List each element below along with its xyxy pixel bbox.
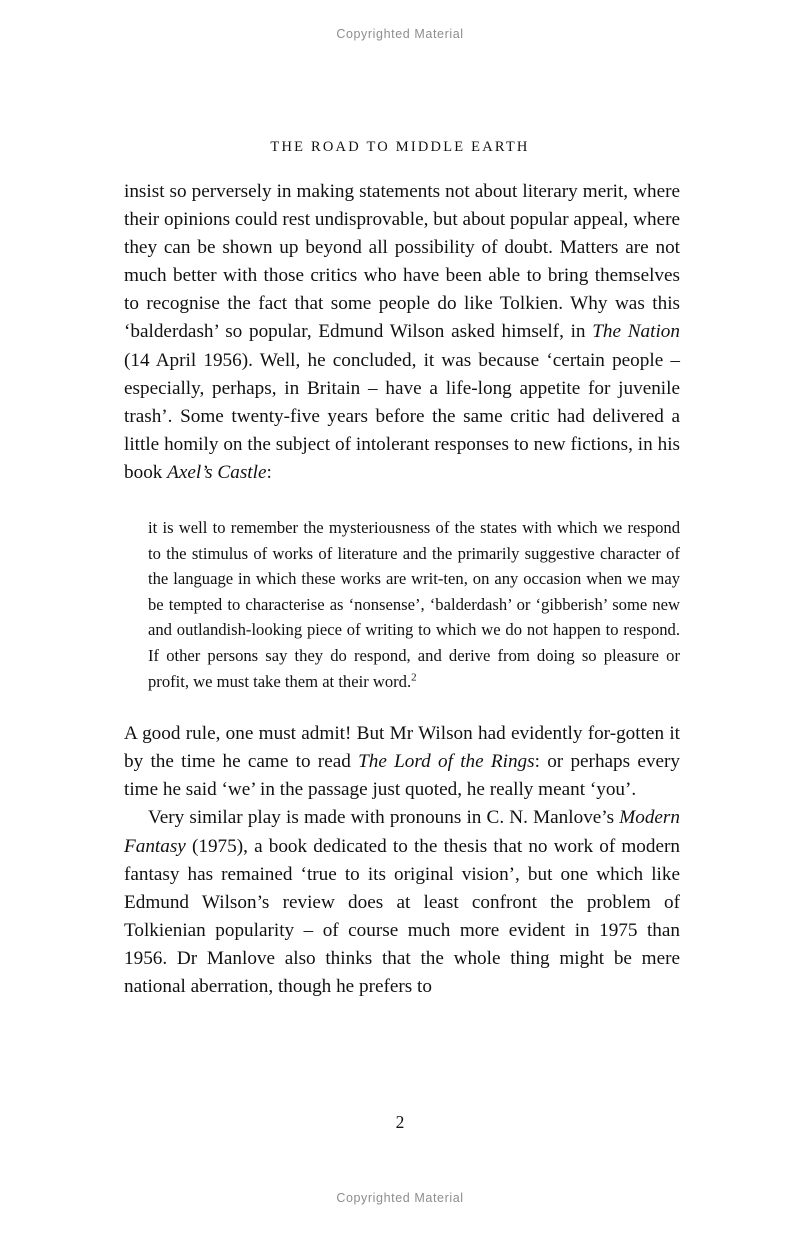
paragraph-3-text-part-2: (1975), a book dedicated to the thesis that no work of modern fantasy has remained ‘true to its original vision’, but one which like Edmund Wilson’s review does at least confront the problem of Tolkienian popularity – of course much more evident in 1975 than 1956. Dr Manlove also thinks that the whole thing might be mere national aberration, though he prefers to — [124, 835, 680, 998]
title-modern-fantasy: Modern Fantasy — [124, 807, 680, 857]
paragraph-1-text-part-2: (14 April 1956). Well, he concluded, it was because ‘certain people – especially, perhaps, in Britain – have a life-long appetite for juvenile trash’. Some twenty-five years before the same critic had delivered a little homily on the subject of intolerant responses to new fictions, in his book — [124, 349, 680, 483]
title-axels-castle: Axel’s Castle — [167, 461, 267, 483]
spacer-after-quotation — [124, 694, 680, 720]
copyright-watermark-bottom: Copyrighted Material — [336, 1191, 464, 1205]
block-quotation-body: it is well to remember the mysteriousness of the states with which we respond to the stimulus of works of literature and the primarily suggestive character of the language in which these works are writ-ten, on any occasion when we may be tempted to characterise as ‘nonsense’, ‘balderdash’ or ‘gibberish’ some new and outlandish-looking piece of writing to which we do not happen to respond. If other persons say they do respond, and derive from doing so pleasure or profit, we must take them at their word. — [148, 518, 680, 691]
paragraph-1-text-part-1: insist so perversely in making statements not about literary merit, where their opinions could rest undisprovable, but about popular appeal, where they can be shown up beyond all possibility of doubt. Matters are not much better with those critics who have been able to bring themselves to recognise the fact that some people do like Tolkien. Why was this ‘balderdash’ so popular, Edmund Wilson asked himself, in — [124, 181, 680, 343]
title-the-nation: The Nation — [592, 321, 680, 343]
paragraph-2-text-part-2: : or perhaps every time he said ‘we’ in the passage just quoted, he really meant ‘you’. — [124, 751, 680, 801]
paragraph-continued — [124, 178, 680, 487]
paragraph-2 — [124, 720, 680, 804]
paragraph-1-text-part-3: : — [266, 461, 272, 483]
paragraph-3-text-part-1: Very similar play is made with pronouns in C. N. Manlove’s — [148, 807, 620, 829]
copyright-watermark-top: Copyrighted Material — [336, 27, 464, 41]
title-the-lord-of-the-rings: The Lord of the Rings — [358, 751, 535, 773]
block-quotation-text — [148, 515, 680, 694]
paragraph-3 — [124, 804, 680, 1001]
footnote-marker: 2 — [411, 671, 417, 684]
body-text-column — [124, 178, 680, 1001]
paragraph-2-text-part-1: A good rule, one must admit! But Mr Wilson had evidently for-gotten it by the time he came to read — [124, 723, 680, 773]
page-number: 2 — [395, 1112, 405, 1132]
running-head: THE ROAD TO MIDDLE EARTH — [270, 139, 530, 155]
block-quotation — [124, 515, 680, 694]
